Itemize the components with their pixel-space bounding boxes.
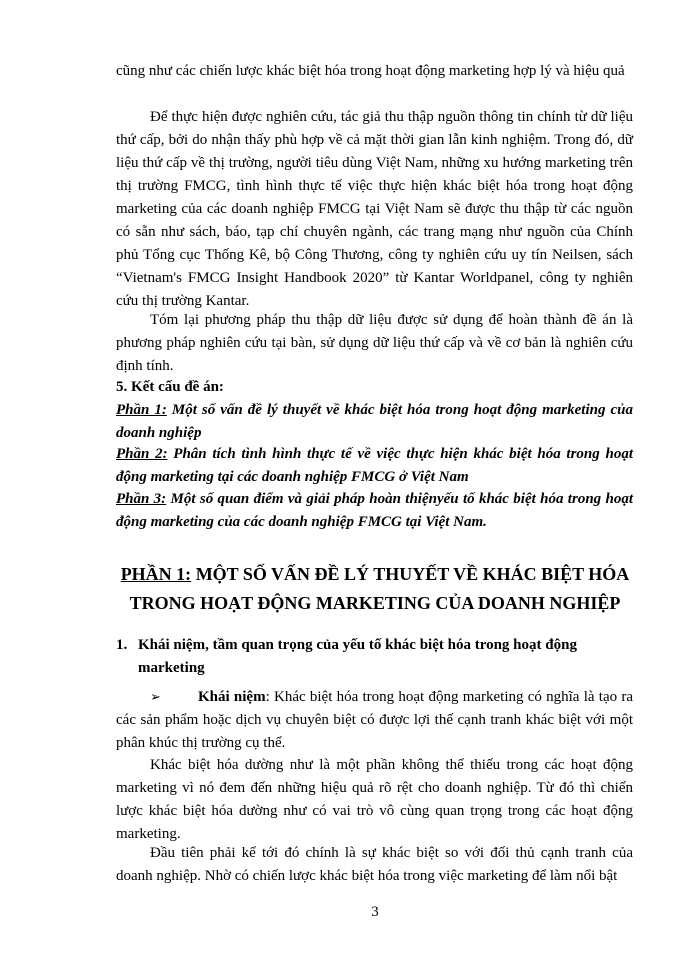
section-heading	[116, 634, 633, 680]
bullet-text: : Khác biệt hóa trong hoạt động marketing có nghĩa là tạo ra các sản phẩm hoặc dịch vụ chuyên biệt có được lợi thế cạnh tranh khác biệt với một phân khúc thị trường cụ thể.	[116, 689, 633, 751]
part-1-line	[116, 399, 633, 445]
paragraph-summary: Tóm lại phương pháp thu thập dữ liệu được sử dụng để hoàn thành đề án là phương pháp nghiên cứu tại bàn, sử dụng dữ liệu thứ cấp và về cơ bản là nghiên cứu định tính.	[116, 312, 633, 374]
part-1-label: Phần 1:	[116, 402, 167, 418]
part-3-line	[116, 488, 633, 534]
part-3-text: Một số quan điểm và giải pháp hoàn thiệnyếu tố khác biệt hóa trong hoạt động marketing của các doanh nghiệp FMCG tại Việt Nam.	[116, 491, 634, 530]
section-title-line2: marketing	[138, 660, 205, 676]
part-2-text: Phân tích tình hình thực tế về việc thực hiện khác biệt hóa trong hoạt động marketing tại các doanh nghiệp FMCG ở Việt Nam	[116, 446, 634, 485]
paragraph-research-method: Để thực hiện được nghiên cứu, tác giả thu thập nguồn thông tin chính từ dữ liệu thứ cấp, bởi do nhận thấy phù hợp về cả mặt thời gian lẫn kinh nghiệm. Trong đó, dữ liệu thứ cấp về thị trường, người tiêu dùng Việt Nam, những xu hướng marketing trên thị trường FMCG, tình hình thực tế việc thực hiện khác biệt hóa trong hoạt động marketing của các doanh nghiệp FMCG tại Việt Nam sẽ được thu thập từ các nguồn có sẵn như sách, báo, tạp chí chuyên ngành, các trang mạng như nguồn của Chính phủ Tổng cục Thống Kê, bộ Công Thương, công ty nghiên cứu uy tín Neilsen, sách “Vietnam's FMCG Insight Handbook 2020” từ Kantar Worldpanel, công ty nghiên cứu thị trường Kantar.	[116, 109, 633, 309]
page-number: 3	[371, 904, 379, 920]
part-1-text: Một số vấn đề lý thuyết về khác biệt hóa trong hoạt động marketing của doanh nghiệp	[116, 402, 634, 441]
chapter-title	[100, 560, 650, 618]
chapter-title-text: MỘT SỐ VẤN ĐỀ LÝ THUYẾT VỀ KHÁC BIỆT HÓA TRONG HOẠT ĐỘNG MARKETING CỦA DOANH NGHIỆP	[129, 564, 630, 613]
paragraph-first-point: Đầu tiên phải kể tới đó chính là sự khác biệt so với đối thủ cạnh tranh của doanh nghiệp. Nhờ có chiến lược khác biệt hóa trong việc marketing để làm nổi bật	[116, 845, 633, 884]
section-title-line1: Khái niệm, tầm quan trọng của yếu tố khác biệt hóa trong hoạt động	[138, 637, 577, 653]
heading-structure: 5. Kết cấu đề án:	[116, 379, 224, 395]
paragraph-importance: Khác biệt hóa dường như là một phần không thể thiếu trong các hoạt động marketing vì nó đem đến những hiệu quả rõ rệt cho doanh nghiệp. Từ đó thì chiến lược khác biệt hóa dường như có vai trò vô cùng quan trọng trong các hoạt động marketing.	[116, 757, 633, 842]
section-number: 1.	[116, 637, 128, 653]
arrow-bullet-icon: ➢	[150, 689, 161, 704]
bullet-term: Khái niệm	[198, 689, 266, 705]
chapter-label: PHẦN 1:	[120, 564, 192, 584]
paragraph-continuation: cũng như các chiến lược khác biệt hóa trong hoạt động marketing hợp lý và hiệu quả	[116, 63, 625, 79]
part-2-label: Phần 2:	[116, 446, 168, 462]
part-2-line	[116, 443, 633, 489]
bullet-definition	[116, 685, 633, 755]
part-3-label: Phần 3:	[116, 491, 167, 507]
